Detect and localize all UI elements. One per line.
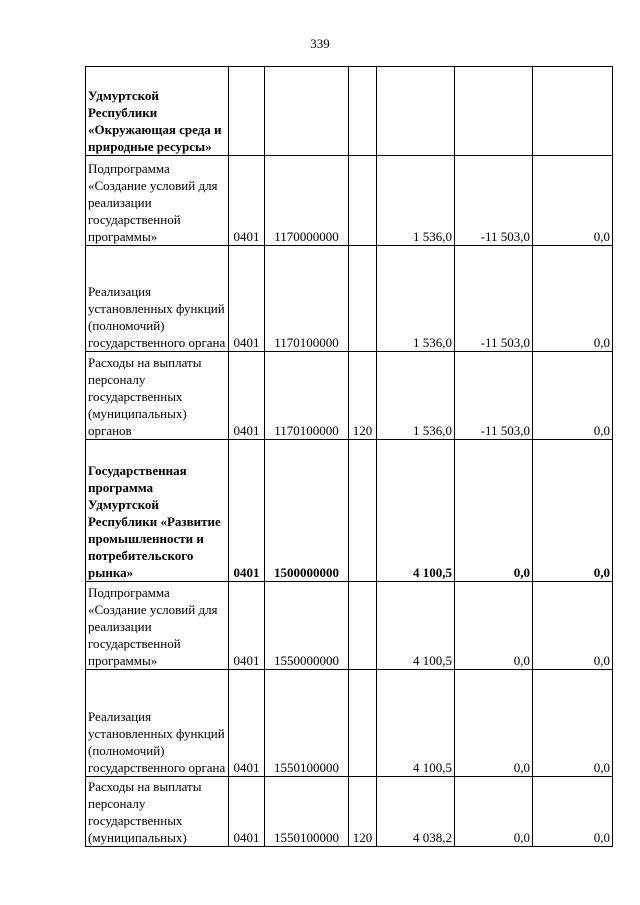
amount-2: 0,0: [455, 670, 533, 777]
amount-1: [377, 67, 455, 156]
page-number: 339: [310, 36, 330, 51]
amount-2: -11 503,0: [455, 352, 533, 440]
budget-table: [85, 66, 613, 847]
section-code: 0401: [229, 352, 265, 440]
amount-3: 0,0: [533, 156, 613, 246]
section-code: 0401: [229, 582, 265, 670]
amount-2: -11 503,0: [455, 246, 533, 352]
table-row: [86, 67, 613, 156]
expense-type-code: [349, 670, 377, 777]
table-row: [86, 777, 613, 847]
row-name: Подпрограмма «Создание условий для реализации государственной программы»: [86, 156, 229, 246]
expense-type-code: [349, 582, 377, 670]
amount-1: 1 536,0: [377, 156, 455, 246]
table-row: [86, 156, 613, 246]
target-article-code: 1170100000: [265, 246, 349, 352]
section-code: 0401: [229, 440, 265, 582]
amount-2: 0,0: [455, 777, 533, 847]
amount-1: 4 100,5: [377, 440, 455, 582]
target-article-code: 1170100000: [265, 352, 349, 440]
row-name: Расходы на выплаты персоналу государственных (муниципальных): [86, 777, 229, 847]
target-article-code: 1550000000: [265, 582, 349, 670]
section-code: 0401: [229, 670, 265, 777]
expense-type-code: [349, 246, 377, 352]
row-name: Государственная программа Удмуртской Республики «Развитие промышленности и потребительского рынка»: [86, 440, 229, 582]
row-name: Удмуртской Республики «Окружающая среда и природные ресурсы»: [86, 67, 229, 156]
expense-type-code: 120: [349, 352, 377, 440]
table-row: [86, 440, 613, 582]
amount-1: 4 038,2: [377, 777, 455, 847]
amount-3: 0,0: [533, 582, 613, 670]
section-code: [229, 67, 265, 156]
target-article-code: [265, 67, 349, 156]
amount-1: 4 100,5: [377, 670, 455, 777]
section-code: 0401: [229, 246, 265, 352]
table-row: [86, 670, 613, 777]
amount-2: -11 503,0: [455, 156, 533, 246]
expense-type-code: [349, 156, 377, 246]
target-article-code: 1170000000: [265, 156, 349, 246]
table-row: [86, 582, 613, 670]
amount-3: 0,0: [533, 440, 613, 582]
row-name: Расходы на выплаты персоналу государственных (муниципальных) органов: [86, 352, 229, 440]
amount-2: [455, 67, 533, 156]
amount-3: 0,0: [533, 670, 613, 777]
amount-3: 0,0: [533, 352, 613, 440]
amount-1: 1 536,0: [377, 246, 455, 352]
row-name: Реализация установленных функций (полномочий) государственного органа: [86, 670, 229, 777]
table-row: [86, 352, 613, 440]
amount-3: 0,0: [533, 777, 613, 847]
section-code: 0401: [229, 777, 265, 847]
row-name: Реализация установленных функций (полномочий) государственного органа: [86, 246, 229, 352]
amount-1: 1 536,0: [377, 352, 455, 440]
amount-2: 0,0: [455, 582, 533, 670]
table-row: [86, 246, 613, 352]
section-code: 0401: [229, 156, 265, 246]
expense-type-code: [349, 67, 377, 156]
amount-3: [533, 67, 613, 156]
target-article-code: 1550100000: [265, 670, 349, 777]
expense-type-code: [349, 440, 377, 582]
amount-1: 4 100,5: [377, 582, 455, 670]
amount-2: 0,0: [455, 440, 533, 582]
amount-3: 0,0: [533, 246, 613, 352]
target-article-code: 1550100000: [265, 777, 349, 847]
expense-type-code: 120: [349, 777, 377, 847]
target-article-code: 1500000000: [265, 440, 349, 582]
row-name: Подпрограмма «Создание условий для реализации государственной программы»: [86, 582, 229, 670]
